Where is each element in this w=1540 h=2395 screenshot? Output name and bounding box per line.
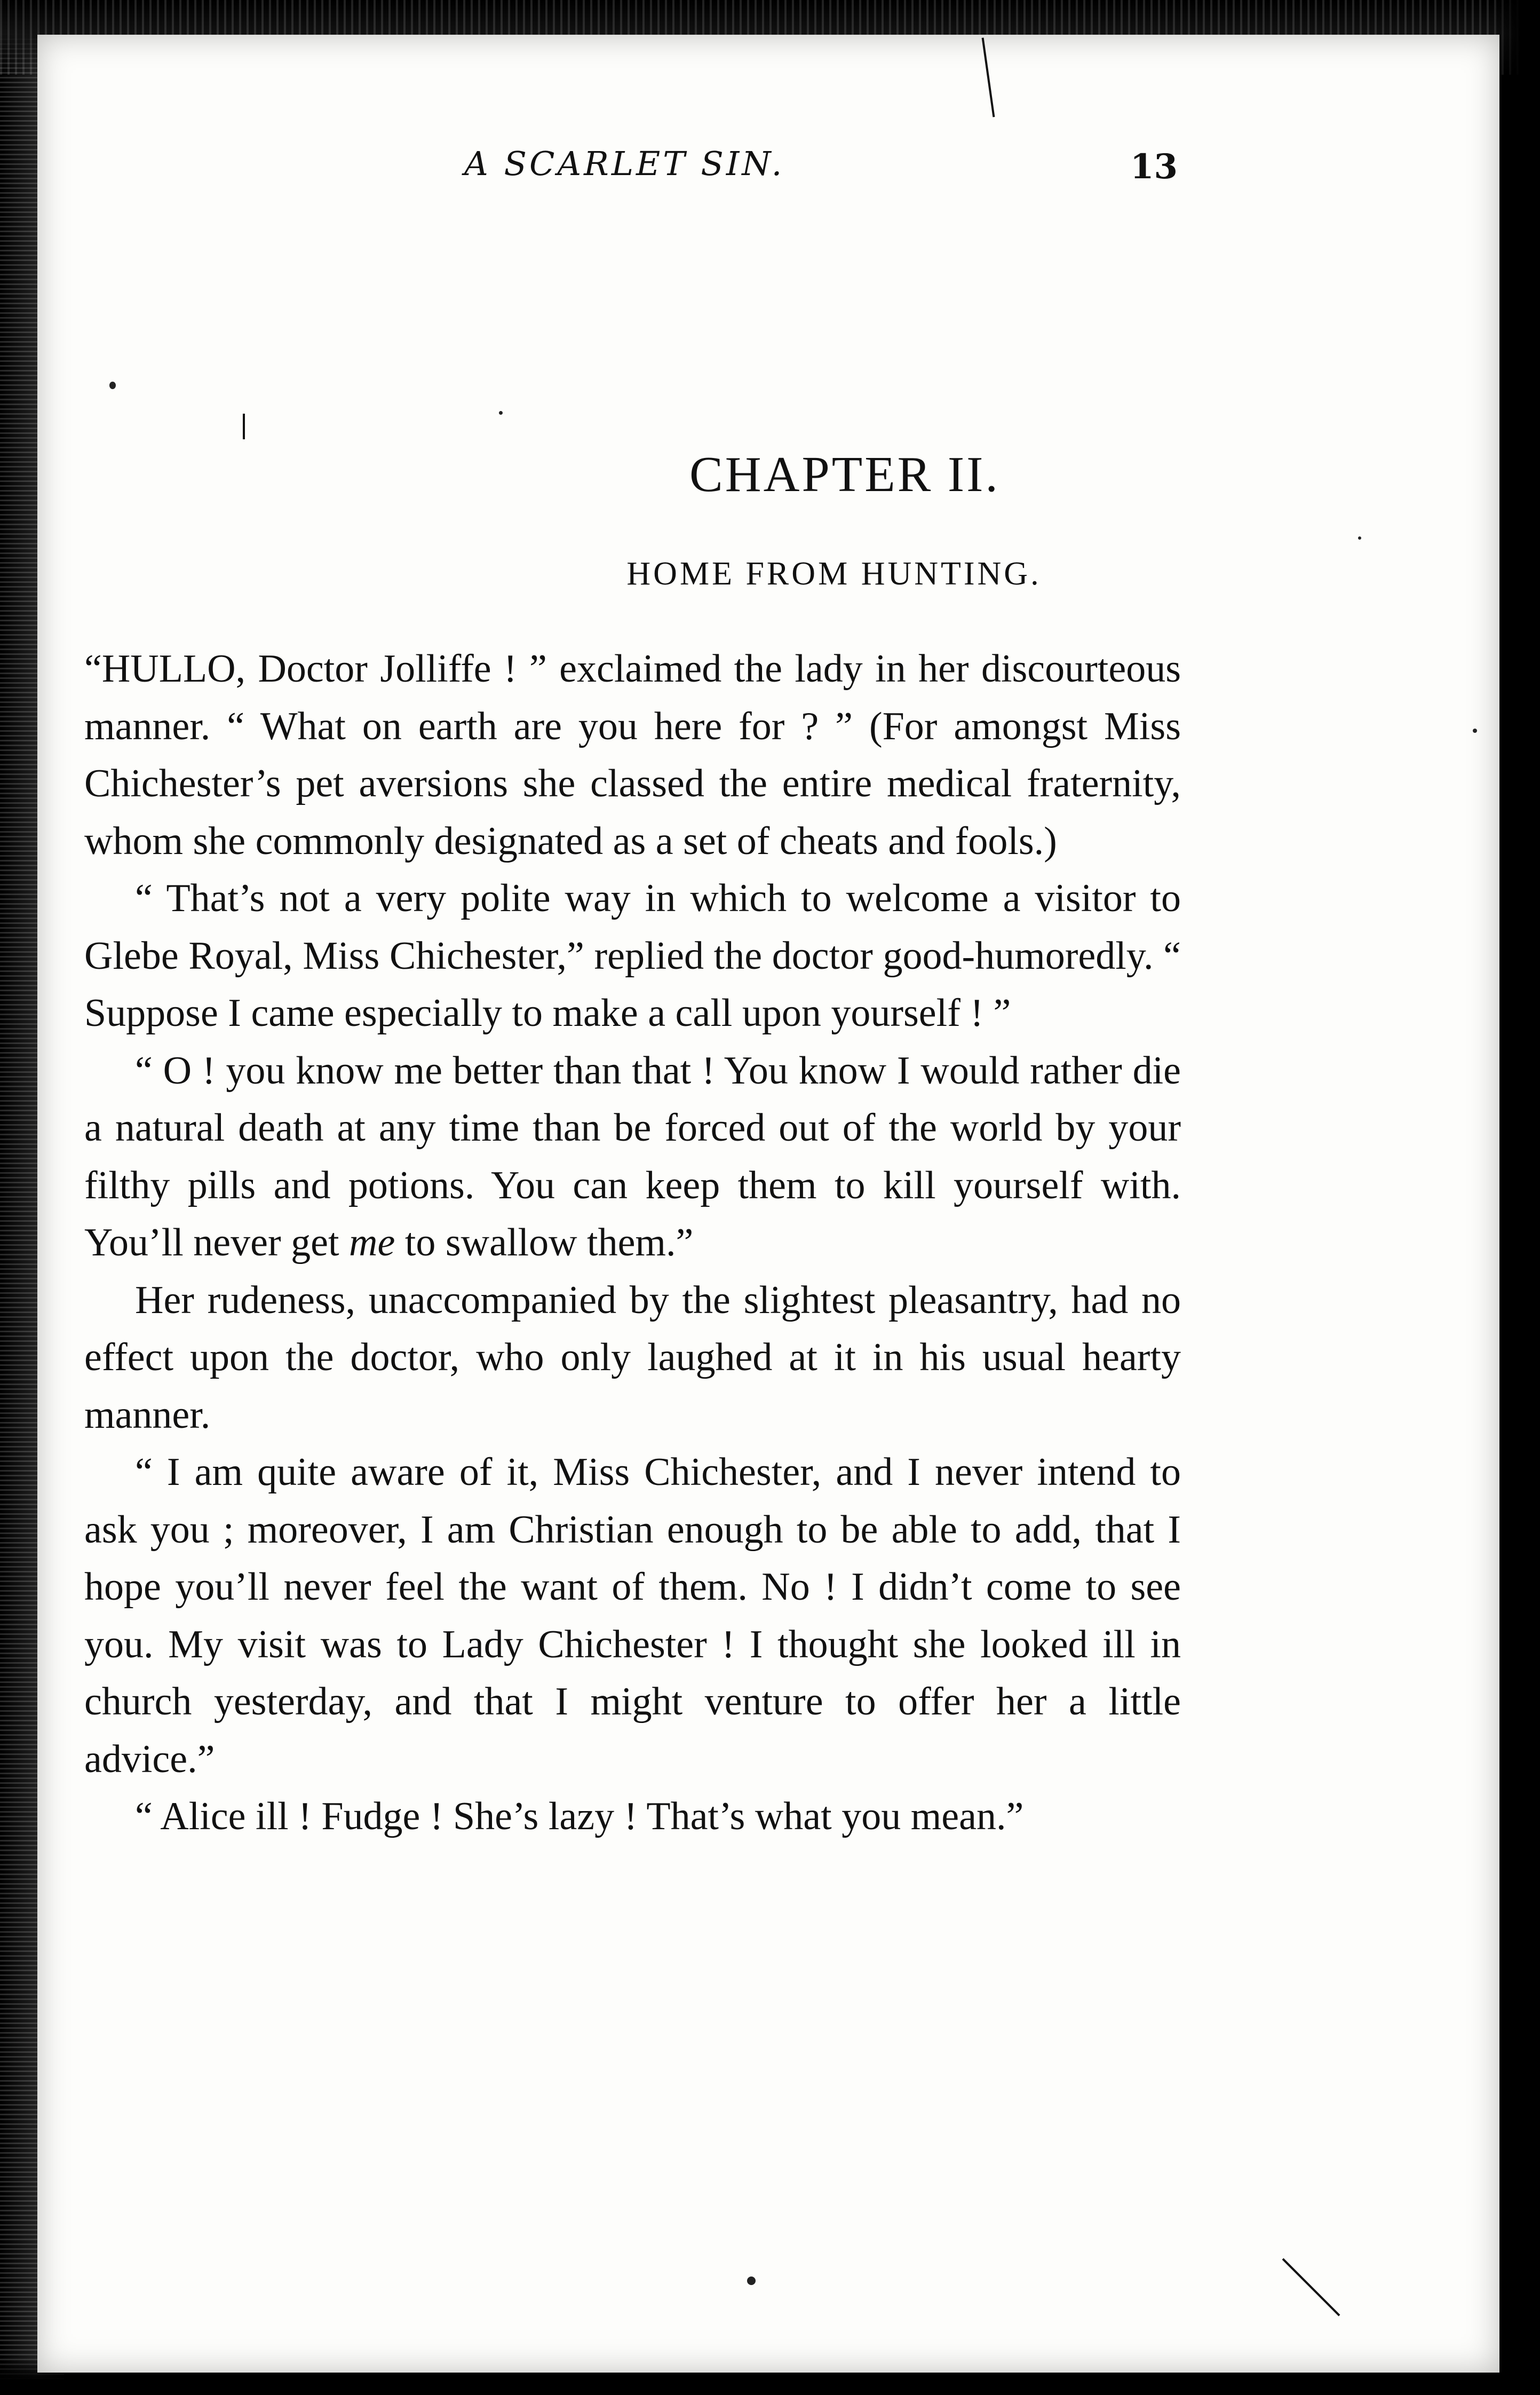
scan-stroke <box>243 414 245 439</box>
paragraph <box>84 1272 1181 1444</box>
chapter-subtitle: HOME FROM HUNTING. <box>626 556 1042 592</box>
page-number: 13 <box>1130 147 1178 187</box>
paragraph-text: “ O ! you know me better than that ! You know I would rather die a natural death at any time than be forced out of the world by your filthy pills and potions. You can keep them to kill yourself with. You’ll never get <box>84 1048 1181 1264</box>
running-head: A SCARLET SIN. <box>464 144 785 183</box>
scan-speck <box>1358 536 1361 540</box>
paragraph-text: Her rudeness, unaccompanied by the slightest pleasantry, had no effect upon the doctor, who only laughed at it in his usual hearty manner. <box>84 1278 1181 1437</box>
paragraph-text: “ I am quite aware of it, Miss Chichester, and I never intend to ask you ; moreover, I am Christian enough to be able to add, that I hope you’ll never feel the want of them. No ! I didn’t come to see you. My visit was to Lady Chichester ! I thought she looked ill in church yesterday, and that I might venture to offer her a little advice.” <box>84 1450 1181 1781</box>
paragraph-text: to swallow them.” <box>395 1221 694 1264</box>
paragraph-text: Doctor Jolliffe ! ” exclaimed the lady in her discourteous manner. “ What on earth are you here for ? ” (For amongst Miss Chichester’s pet aversions she classed the entire medical fraternity, whom she commonly designated as a set of cheats and fools.) <box>84 647 1181 863</box>
scan-speck <box>499 411 503 415</box>
scan-speck <box>109 382 116 389</box>
paragraph <box>84 1444 1181 1788</box>
paragraph <box>84 1788 1181 1846</box>
paragraph <box>84 1042 1181 1272</box>
paragraph <box>84 870 1181 1042</box>
chapter-title: CHAPTER II. <box>689 447 1000 502</box>
scan-speck <box>1473 729 1477 733</box>
open-quote: “ <box>84 647 102 691</box>
paragraph-text: “ That’s not a very polite way in which to welcome a visitor to Glebe Royal, Miss Chichester,” replied the doctor good-humoredly. “ Suppose I came especially to make a call upon yourself ! ” <box>84 876 1181 1035</box>
paragraph-text: “ Alice ill ! Fudge ! She’s lazy ! That’s what you mean.” <box>135 1795 1024 1838</box>
scan-speck <box>747 2277 756 2285</box>
chapter-body <box>84 641 1181 1846</box>
paragraph <box>84 641 1181 870</box>
emphasized-word: me <box>349 1221 395 1264</box>
paragraph-lead-word: HULLO, <box>101 647 246 691</box>
